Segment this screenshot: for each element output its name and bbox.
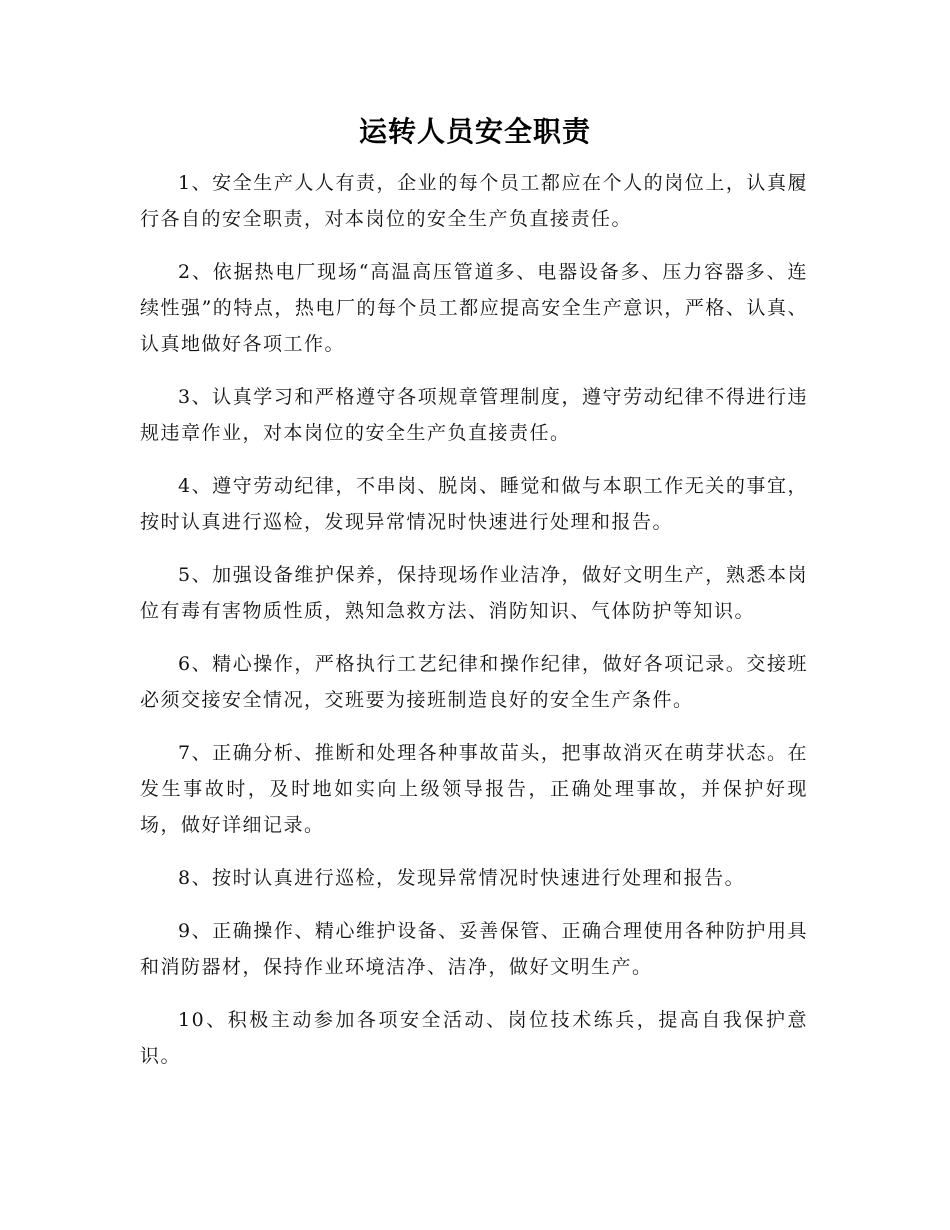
paragraph-8: 8、按时认真进行巡检，发现异常情况时快速进行处理和报告。 xyxy=(178,867,746,889)
paragraph-2: 2、依据热电厂现场“高温高压管道多、电器设备多、压力容器多、连续性强”的特点，热电厂的每个员工都应提高安全生产意识，严格、认真、认真地做好各项工作。 xyxy=(140,261,808,355)
paragraph-4: 4、遵守劳动纪律，不串岗、脱岗、睡觉和做与本职工作无关的事宜，按时认真进行巡检，发现异常情况时快速进行处理和报告。 xyxy=(140,475,808,533)
document-body xyxy=(140,165,808,1091)
paragraph-6: 6、精心操作，严格执行工艺纪律和操作纪律，做好各项记录。交接班必须交接安全情况，交班要为接班制造良好的安全生产条件。 xyxy=(140,653,808,711)
paragraph-7: 7、正确分析、推断和处理各种事故苗头，把事故消灭在萌芽状态。在发生事故时，及时地如实向上级领导报告，正确处理事故，并保护好现场，做好详细记录。 xyxy=(140,742,808,836)
paragraph-3: 3、认真学习和严格遵守各项规章管理制度，遵守劳动纪律不得进行违规违章作业，对本岗位的安全生产负直接责任。 xyxy=(140,386,808,444)
paragraph-10: 10、积极主动参加各项安全活动、岗位技术练兵，提高自我保护意识。 xyxy=(140,1009,808,1067)
document-title: 运转人员安全职责 xyxy=(358,115,591,148)
paragraph-1: 1、安全生产人人有责，企业的每个员工都应在个人的岗位上，认真履行各自的安全职责，对本岗位的安全生产负直接责任。 xyxy=(140,172,808,230)
paragraph-9: 9、正确操作、精心维护设备、妥善保管、正确合理使用各种防护用具和消防器材，保持作业环境洁净、洁净，做好文明生产。 xyxy=(140,920,808,978)
paragraph-5: 5、加强设备维护保养，保持现场作业洁净，做好文明生产，熟悉本岗位有毒有害物质性质，熟知急救方法、消防知识、气体防护等知识。 xyxy=(140,564,808,622)
